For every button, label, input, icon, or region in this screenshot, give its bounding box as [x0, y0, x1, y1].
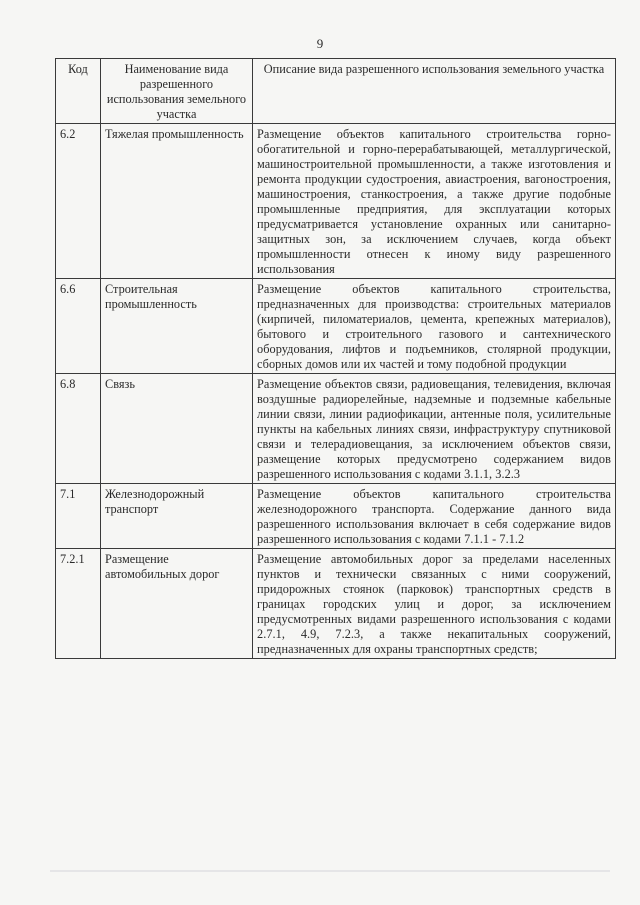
table-row	[56, 549, 616, 659]
header-code: Код	[56, 59, 101, 124]
row-description: Размещение объектов связи, радиовещания, телевидения, включая воздушные радиорелейные, надземные и подземные кабельные линии связи, линии радиофикации, антенные поля, усилительные пункты на кабельных линиях связи, инфраструктуру спутниковой связи и телерадиовещания, за исключением объектов связи, размещение которых предусмотрено содержанием видов разрешенного использования с кодами 3.1.1, 3.2.3	[253, 374, 616, 484]
row-code: 7.2.1	[56, 549, 101, 659]
row-description: Размещение объектов капитального строительства горно-обогатительной и горно-перерабатывающей, металлургической, машиностроительной промышленности, а также изготовления и ремонта продукции судостроения, авиастроения, вагоностроения, машиностроения, станкостроения, а также другие подобные промышленные предприятия, для эксплуатации которых предусматривается установление охранных или санитарно-защитных зон, за исключением случаев, когда объект промышленности отнесен к иному виду разрешенного использования	[253, 124, 616, 279]
table-row	[56, 279, 616, 374]
row-name: Железнодорожный транспорт	[101, 484, 253, 549]
row-name: Размещение автомобильных дорог	[101, 549, 253, 659]
land-use-table	[55, 58, 616, 659]
table-row	[56, 374, 616, 484]
table-row	[56, 124, 616, 279]
row-name: Связь	[101, 374, 253, 484]
scan-artifact-divider	[50, 870, 610, 872]
table-row	[56, 484, 616, 549]
header-description: Описание вида разрешенного использования земельного участка	[253, 59, 616, 124]
row-code: 6.2	[56, 124, 101, 279]
table-header-row	[56, 59, 616, 124]
row-description: Размещение объектов капитального строительства, предназначенных для производства: строительных материалов (кирпичей, пиломатериалов, цемента, крепежных материалов), бытового и строительного газового и сантехнического оборудования, лифтов и подъемников, столярной продукции, сборных домов или их частей и тому подобной продукции	[253, 279, 616, 374]
row-name: Строительная промышленность	[101, 279, 253, 374]
row-code: 6.6	[56, 279, 101, 374]
header-name: Наименование вида разрешенного использования земельного участка	[101, 59, 253, 124]
row-description: Размещение объектов капитального строительства железнодорожного транспорта. Содержание данного вида разрешенного использования включает в себя содержание видов разрешенного использования с кодами 7.1.1 - 7.1.2	[253, 484, 616, 549]
page-number: 9	[316, 36, 324, 51]
row-description: Размещение автомобильных дорог за пределами населенных пунктов и технически связанных с ними сооружений, придорожных стоянок (парковок) транспортных средств в границах городских улиц и дорог, за исключением предусмотренных видами разрешенного использования с кодами 2.7.1, 4.9, 7.2.3, а также некапитальных сооружений, предназначенных для охраны транспортных средств;	[253, 549, 616, 659]
row-name: Тяжелая промышленность	[101, 124, 253, 279]
row-code: 7.1	[56, 484, 101, 549]
row-code: 6.8	[56, 374, 101, 484]
